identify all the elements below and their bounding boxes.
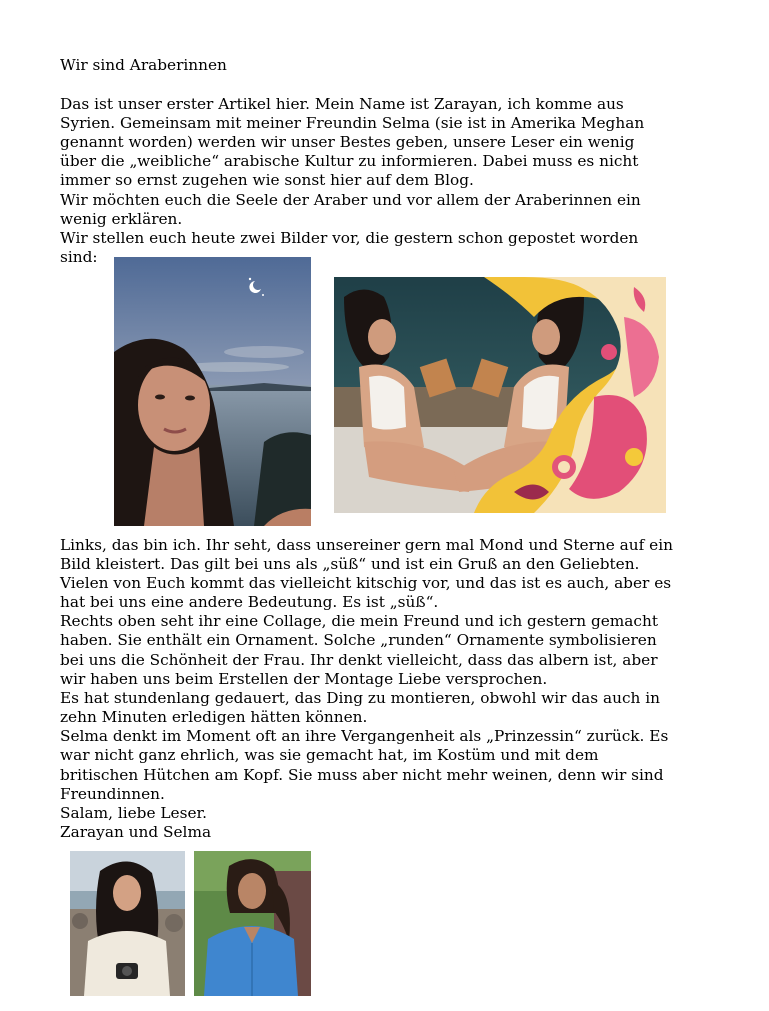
intro-line: Das ist unser erster Artikel hier. Mein Name ist Zarayan, ich komme aus	[60, 95, 624, 113]
article-heading: Wir sind Araberinnen	[60, 56, 227, 74]
body-line: Vielen von Euch kommt das vielleicht kitschig vor, und das ist es auch, aber es	[60, 574, 672, 592]
body-line: Freundinnen.	[60, 785, 165, 803]
body-line: Es hat stundenlang gedauert, das Ding zu montieren, obwohl wir das auch in	[60, 689, 660, 707]
intro-line: wenig erklären.	[60, 210, 183, 228]
intro-line: sind:	[60, 248, 98, 266]
signoff-line: Salam, liebe Leser.	[60, 804, 207, 822]
intro-line: immer so ernst zugehen wie sonst hier auf dem Blog.	[60, 171, 474, 189]
intro-line: Wir stellen euch heute zwei Bilder vor, die gestern schon gepostet worden	[60, 229, 639, 247]
intro-line: Syrien. Gemeinsam mit meiner Freundin Selma (sie ist in Amerika Meghan	[60, 114, 645, 132]
body-line: Selma denkt im Moment oft an ihre Vergangenheit als „Prinzessin“ zurück. Es	[60, 727, 669, 745]
intro-line: Wir möchten euch die Seele der Araber und vor allem der Araberinnen ein	[60, 191, 641, 209]
body-line: hat bei uns eine andere Bedeutung. Es ist „süß“.	[60, 593, 439, 611]
body-line: Rechts oben seht ihr eine Collage, die mein Freund und ich gestern gemacht	[60, 612, 658, 630]
collage-ornament-photo	[334, 277, 666, 513]
body-line: haben. Sie enthält ein Ornament. Solche „runden“ Ornamente symbolisieren	[60, 631, 657, 649]
body-line: bei uns die Schönheit der Frau. Ihr denkt vielleicht, dass das albern ist, aber	[60, 651, 658, 669]
intro-line: genannt worden) werden wir unser Bestes geben, unsere Leser ein wenig	[60, 133, 635, 151]
selfie-moon-photo	[114, 257, 311, 526]
intro-line: über die „weibliche“ arabische Kultur zu informieren. Dabei muss es nicht	[60, 152, 639, 170]
body-line: zehn Minuten erledigen hätten können.	[60, 708, 368, 726]
portrait-photo-selma	[194, 851, 311, 996]
body-line: wir haben uns beim Erstellen der Montage Liebe versprochen.	[60, 670, 548, 688]
body-line: Links, das bin ich. Ihr seht, dass unsereiner gern mal Mond und Sterne auf ein	[60, 536, 673, 554]
body-line: britischen Hütchen am Kopf. Sie muss aber nicht mehr weinen, denn wir sind	[60, 766, 664, 784]
body-line: war nicht ganz ehrlich, was sie gemacht hat, im Kostüm und mit dem	[60, 746, 599, 764]
portrait-photo-zarayan	[70, 851, 185, 996]
author-signature: Zarayan und Selma	[60, 823, 212, 841]
body-line: Bild kleistert. Das gilt bei uns als „süß“ und ist ein Gruß an den Geliebten.	[60, 555, 640, 573]
